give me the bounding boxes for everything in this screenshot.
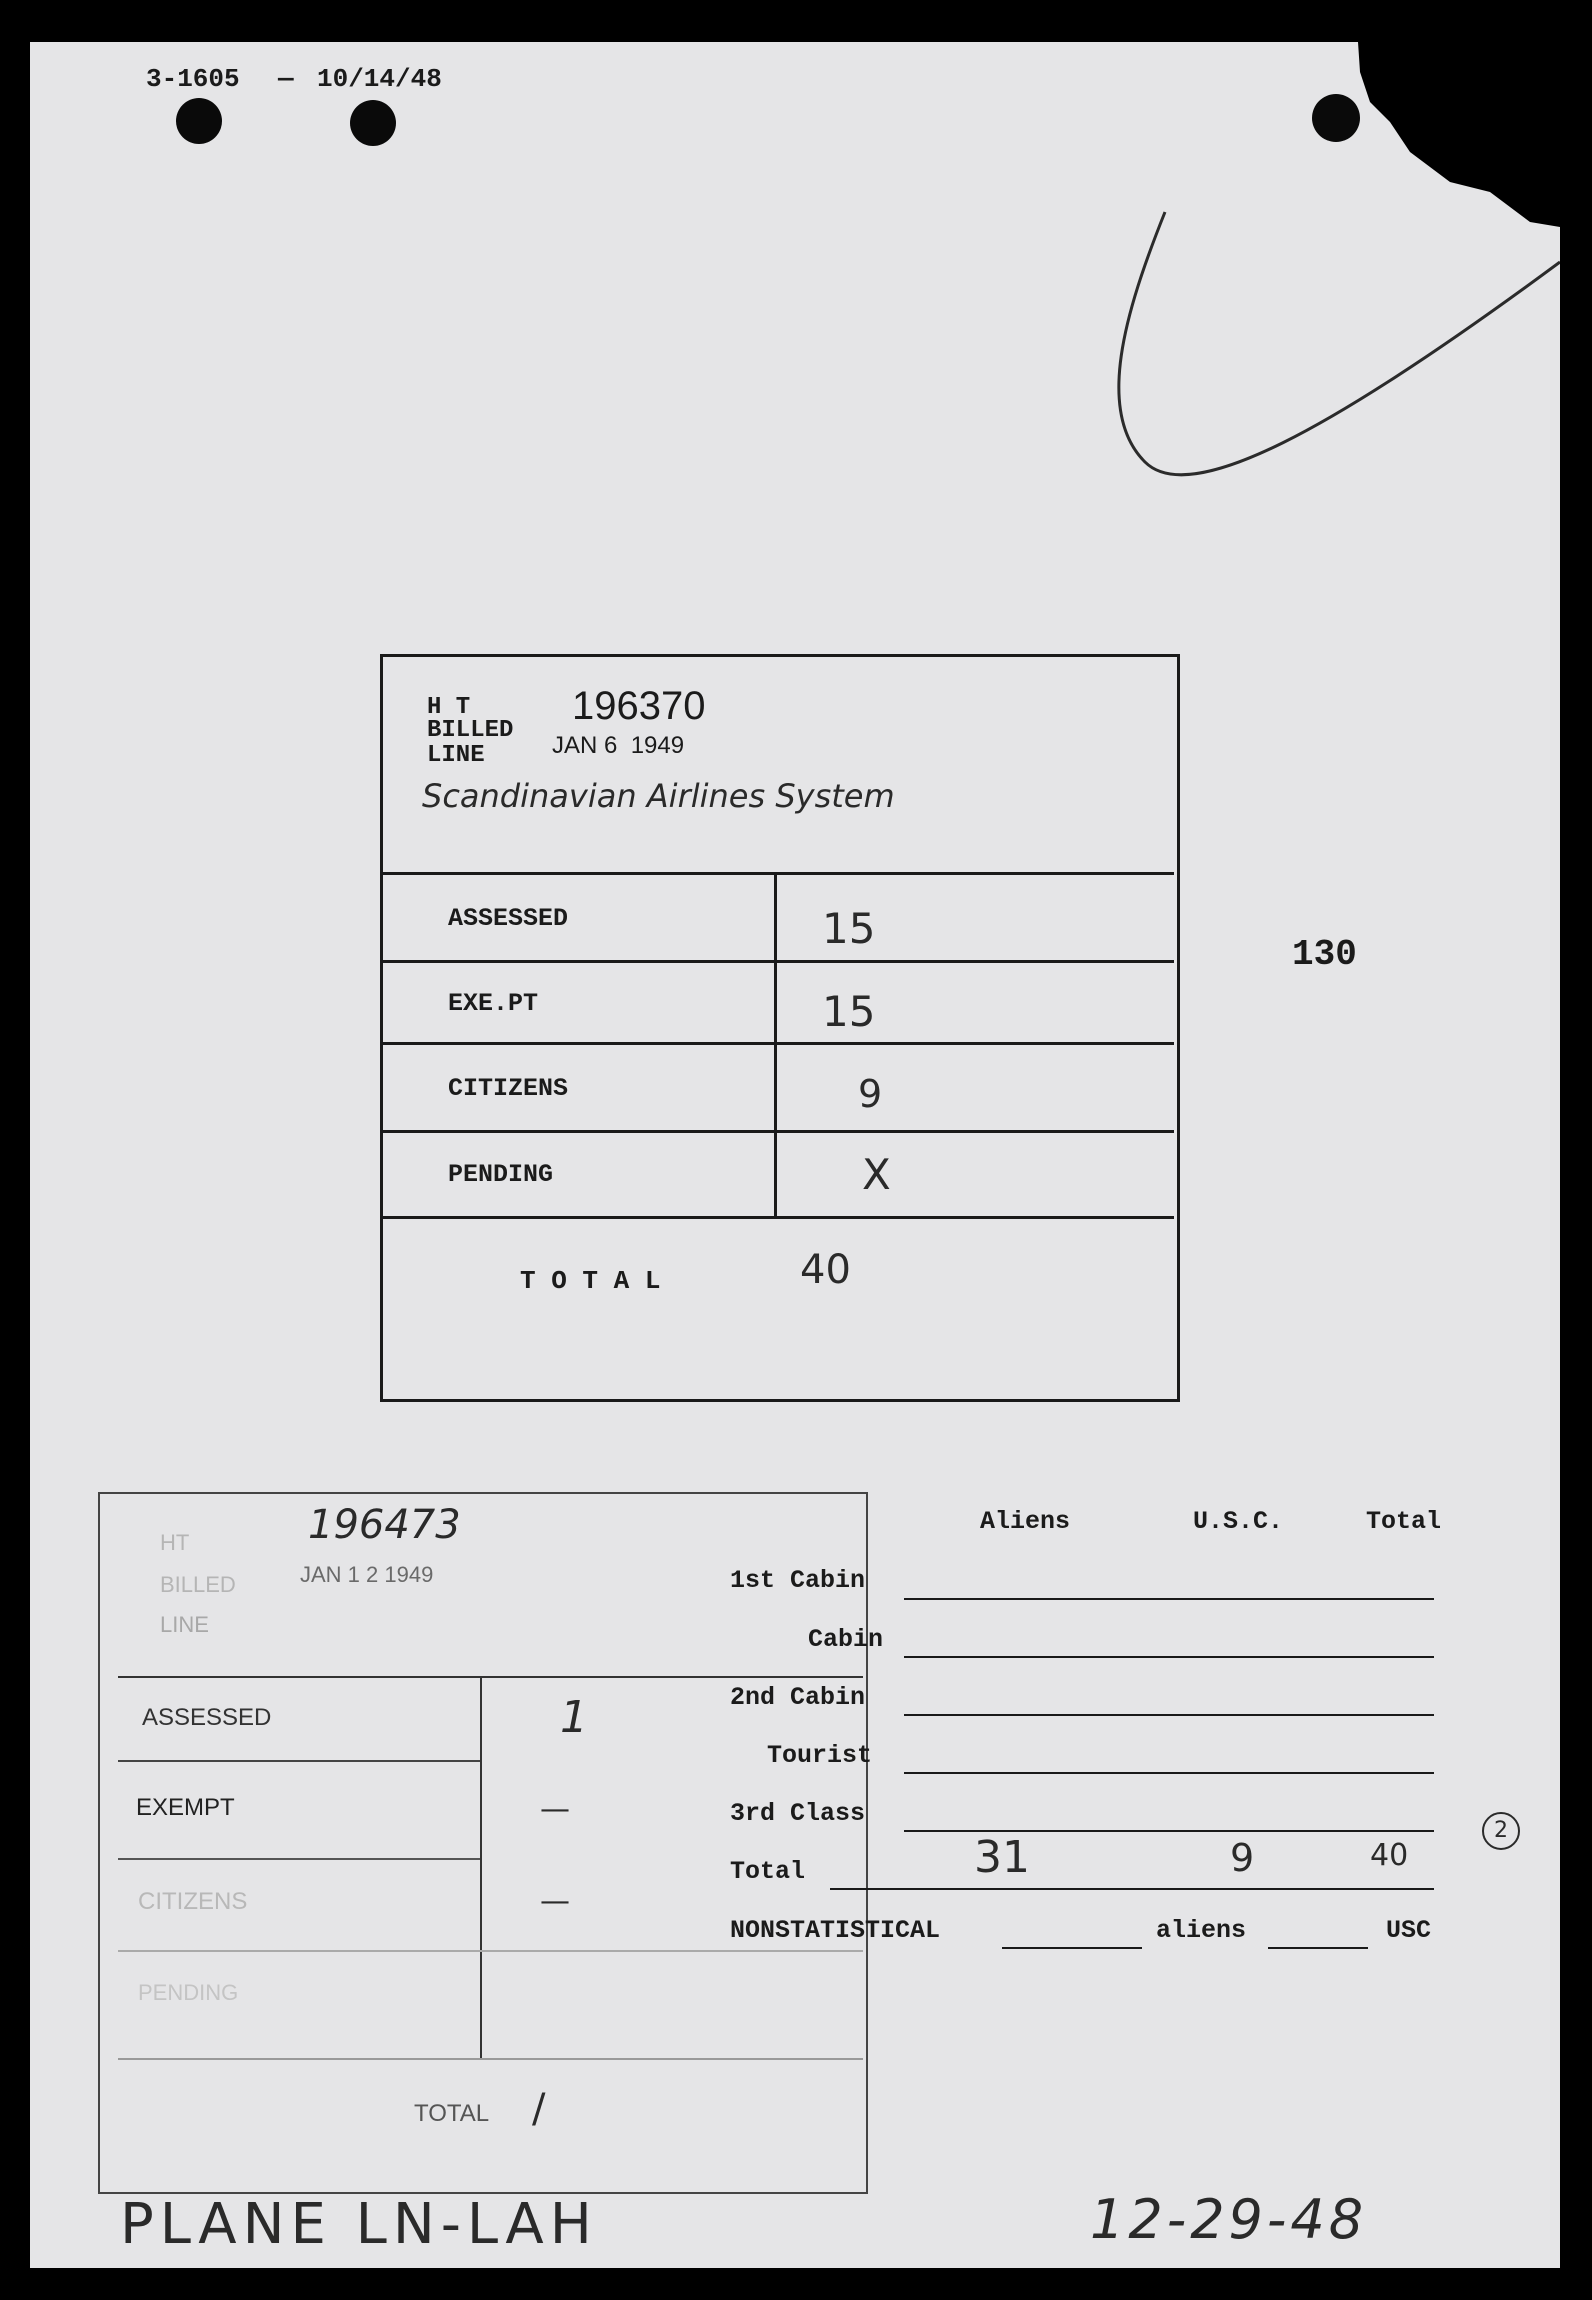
pending-value: X (862, 1150, 891, 1199)
punch-hole (176, 98, 222, 144)
col-header-aliens: Aliens (980, 1507, 1071, 1536)
stamp-divider (382, 960, 1174, 963)
check-mark (1080, 162, 1560, 542)
total-total-value: 40 (1370, 1838, 1409, 1873)
entry-line (904, 1714, 1434, 1716)
entry-line (830, 1888, 1434, 1890)
citizens-value-2: — (540, 1884, 570, 1919)
pending-label-2: PENDING (138, 1980, 239, 2005)
document-page (30, 42, 1560, 2268)
row-label-total: Total (730, 1857, 806, 1886)
nonstat-label: NONSTATISTICAL (730, 1916, 941, 1945)
handwritten-date: 12-29-48 (1090, 2188, 1368, 2251)
circled-mark (1482, 1812, 1520, 1850)
first-stamp-box (380, 654, 1180, 1402)
line-handwritten: Scandinavian Airlines System (422, 777, 895, 815)
stamp-divider (382, 1130, 1174, 1133)
stamp-divider (382, 1216, 1174, 1219)
citizens-label-2: CITIZENS (138, 1888, 248, 1915)
punch-hole (350, 100, 396, 146)
stamp-column-divider (480, 1678, 482, 2058)
stamp-divider (118, 1950, 863, 1952)
col-header-total: Total (1366, 1507, 1442, 1536)
stamp-divider (118, 1676, 863, 1678)
header-dash: — (278, 64, 294, 94)
assessed-label-2: ASSESSED (142, 1704, 272, 1731)
total-value-2: / (532, 2086, 546, 2132)
line-label: LINE (427, 742, 485, 769)
assessed-value-2: 1 (560, 1692, 588, 1743)
entry-line (1002, 1947, 1142, 1949)
header-date: 10/14/48 (317, 64, 442, 94)
billed-date-faded: JAN 1 2 1949 (300, 1562, 434, 1587)
total-usc-value: 9 (1230, 1836, 1255, 1880)
total-label-2: TOTAL (414, 2100, 490, 2127)
exempt-value-2: — (540, 1792, 570, 1827)
total-value: 40 (800, 1247, 851, 1293)
exempt-value: 15 (822, 987, 876, 1036)
exempt-label-2: EXEMPT (136, 1794, 235, 1821)
billed-date: JAN 6 1949 (552, 732, 685, 759)
row-label-1st-cabin: 1st Cabin (730, 1566, 866, 1595)
ht-label-faded: HT (160, 1530, 190, 1555)
circled-mark-text: 2 (1494, 1818, 1508, 1843)
stamp-divider (382, 872, 1174, 875)
entry-line (904, 1598, 1434, 1600)
row-label-2nd-cabin: 2nd Cabin (730, 1683, 866, 1712)
pending-label: PENDING (448, 1160, 554, 1189)
nonstat-aliens-label: aliens (1156, 1916, 1247, 1945)
col-header-usc: U.S.C. (1193, 1507, 1284, 1536)
ht-label: H T (427, 694, 471, 721)
row-label-tourist: Tourist (767, 1741, 873, 1770)
line-label-faded: LINE (160, 1612, 209, 1637)
nonstat-usc-label: USC (1386, 1916, 1432, 1945)
side-number: 130 (1292, 934, 1357, 975)
total-label: T O T A L (520, 1266, 661, 1296)
row-label-3rd-class: 3rd Class (730, 1799, 866, 1828)
stamp-divider (118, 1760, 480, 1762)
citizens-value: 9 (858, 1072, 883, 1116)
assessed-value: 15 (822, 904, 876, 953)
citizens-label: CITIZENS (448, 1074, 569, 1103)
total-aliens-value: 31 (974, 1832, 1030, 1883)
entry-line (904, 1656, 1434, 1658)
stamp-divider (118, 2058, 863, 2060)
form-id: 3-1605 (146, 64, 240, 94)
plane-registration: PLANE LN-LAH (120, 2192, 598, 2257)
billed-label: BILLED (427, 717, 514, 744)
entry-line (904, 1772, 1434, 1774)
assessed-label: ASSESSED (448, 904, 569, 933)
ht-number-handwritten: 196473 (308, 1502, 461, 1548)
stamp-divider (118, 1858, 480, 1860)
ht-number: 196370 (572, 684, 706, 728)
stamp-divider (382, 1042, 1174, 1045)
stamp-column-divider (774, 874, 777, 1216)
entry-line (1268, 1947, 1368, 1949)
billed-label-faded: BILLED (160, 1572, 236, 1597)
exempt-label: EXE.PT (448, 989, 539, 1018)
row-label-cabin: Cabin (808, 1625, 884, 1654)
